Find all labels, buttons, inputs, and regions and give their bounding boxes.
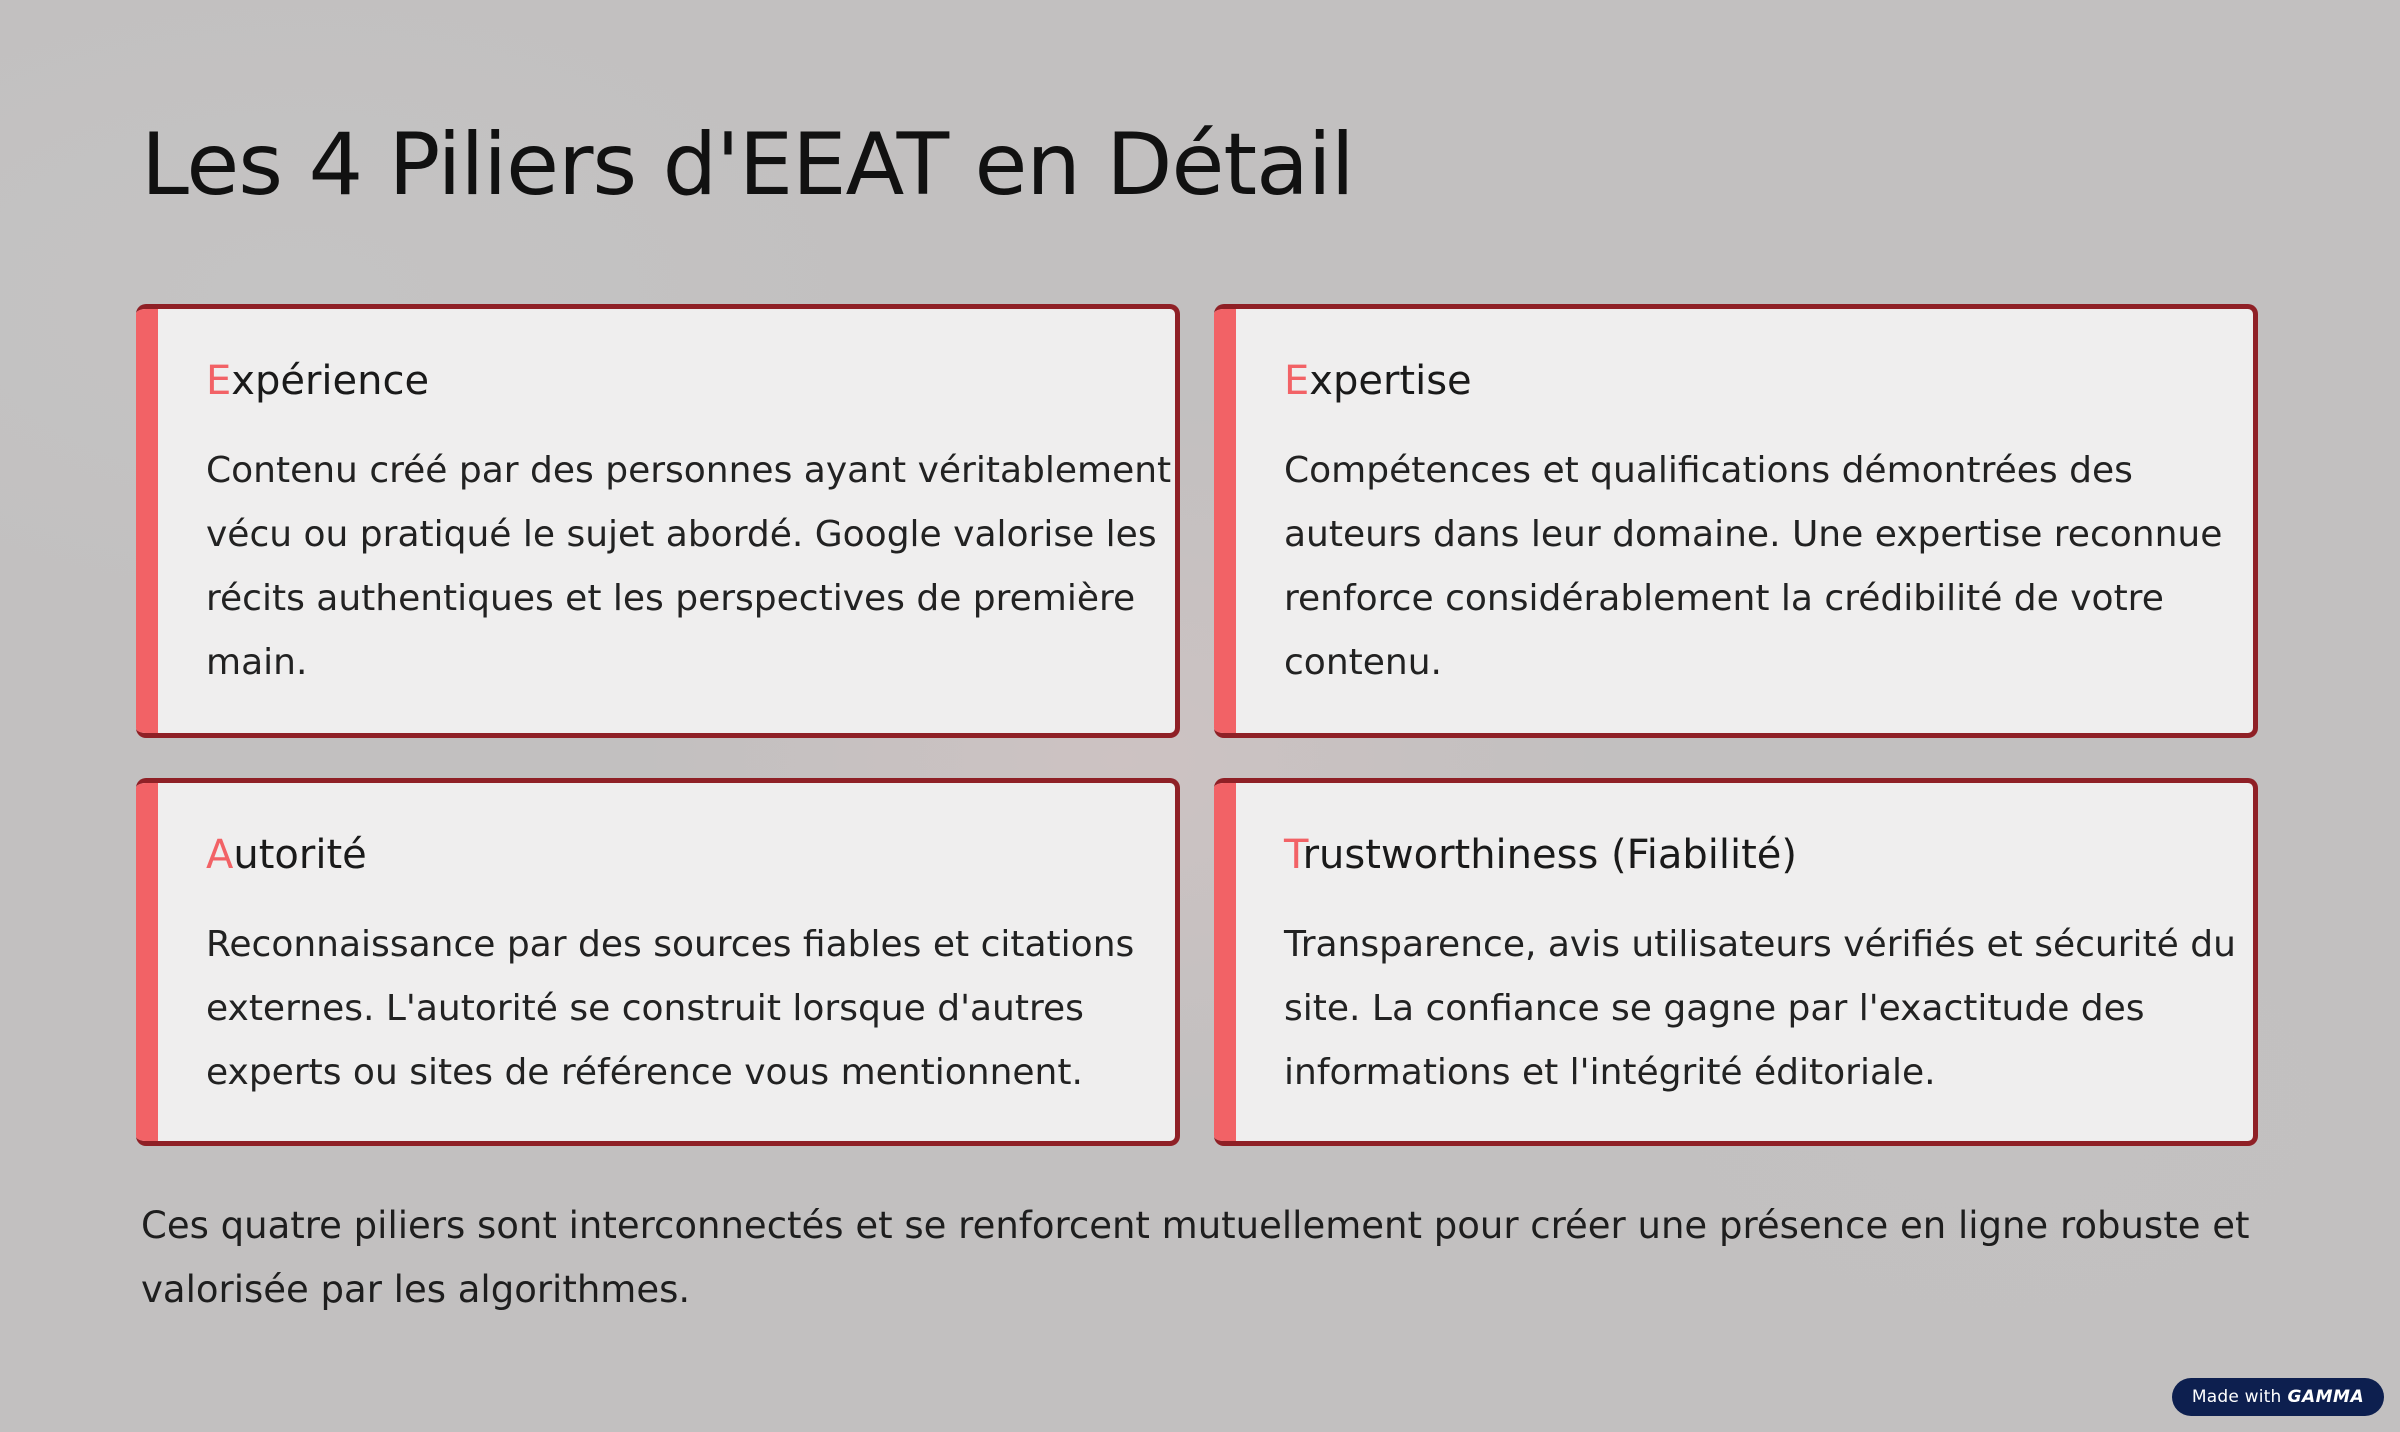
pillar-card-trustworthiness (1214, 778, 2258, 1146)
card-title-rest: rustworthiness (Fiabilité) (1302, 832, 1797, 878)
card-description-line: informations et l'intégrité éditoriale. (1284, 1052, 1936, 1093)
card-title-rest: xpertise (1309, 358, 1472, 404)
card-description-line: Reconnaissance par des sources fiables et citations (206, 924, 1135, 965)
summary-paragraph (141, 1194, 2250, 1322)
card-title (1284, 357, 1472, 405)
card-title (1284, 831, 1797, 879)
card-description-line: externes. L'autorité se construit lorsque d'autres (206, 988, 1084, 1029)
card-accent-bar (1214, 783, 1236, 1141)
card-description (206, 913, 1135, 1105)
card-title-rest: xpérience (231, 358, 430, 404)
card-title-rest: utorité (233, 832, 367, 878)
card-description-line: renforce considérablement la crédibilité de votre (1284, 578, 2164, 619)
card-description-line: Transparence, avis utilisateurs vérifiés et sécurité du (1284, 924, 2236, 965)
summary-line: valorisée par les algorithmes. (141, 1268, 691, 1311)
pillar-card-autorite (136, 778, 1180, 1146)
pillar-card-expertise (1214, 304, 2258, 738)
card-description-line: Contenu créé par des personnes ayant véritablement (206, 450, 1172, 491)
card-title-initial: T (1284, 832, 1303, 878)
card-title-initial: A (206, 832, 234, 878)
card-title-initial: E (1284, 358, 1310, 404)
pillar-card-experience (136, 304, 1180, 738)
page-title: Les 4 Piliers d'EEAT en Détail (141, 115, 1354, 215)
card-accent-bar (136, 783, 158, 1141)
card-description-line: vécu ou pratiqué le sujet abordé. Google valorise les (206, 514, 1157, 555)
card-title-initial: E (206, 358, 232, 404)
card-description (1284, 439, 2223, 695)
card-accent-bar (136, 309, 158, 733)
card-description-line: récits authentiques et les perspectives de première (206, 578, 1136, 619)
card-description-line: auteurs dans leur domaine. Une expertise reconnue (1284, 514, 2223, 555)
card-description-line: site. La confiance se gagne par l'exactitude des (1284, 988, 2145, 1029)
card-title (206, 357, 429, 405)
card-description-line: experts ou sites de référence vous mentionnent. (206, 1052, 1083, 1093)
card-description (206, 439, 1172, 695)
gamma-logo: GAMMA (2287, 1387, 2365, 1407)
badge-prefix: Made with (2191, 1387, 2282, 1407)
card-description-line: contenu. (1284, 642, 1442, 683)
card-title (206, 831, 367, 879)
made-with-gamma-badge[interactable] (2172, 1378, 2384, 1416)
card-description-line: Compétences et qualifications démontrées des (1284, 450, 2133, 491)
summary-line: Ces quatre piliers sont interconnectés et se renforcent mutuellement pour créer une présence en ligne robuste et (141, 1204, 2250, 1247)
card-description (1284, 913, 2236, 1105)
card-description-line: main. (206, 642, 308, 683)
card-accent-bar (1214, 309, 1236, 733)
